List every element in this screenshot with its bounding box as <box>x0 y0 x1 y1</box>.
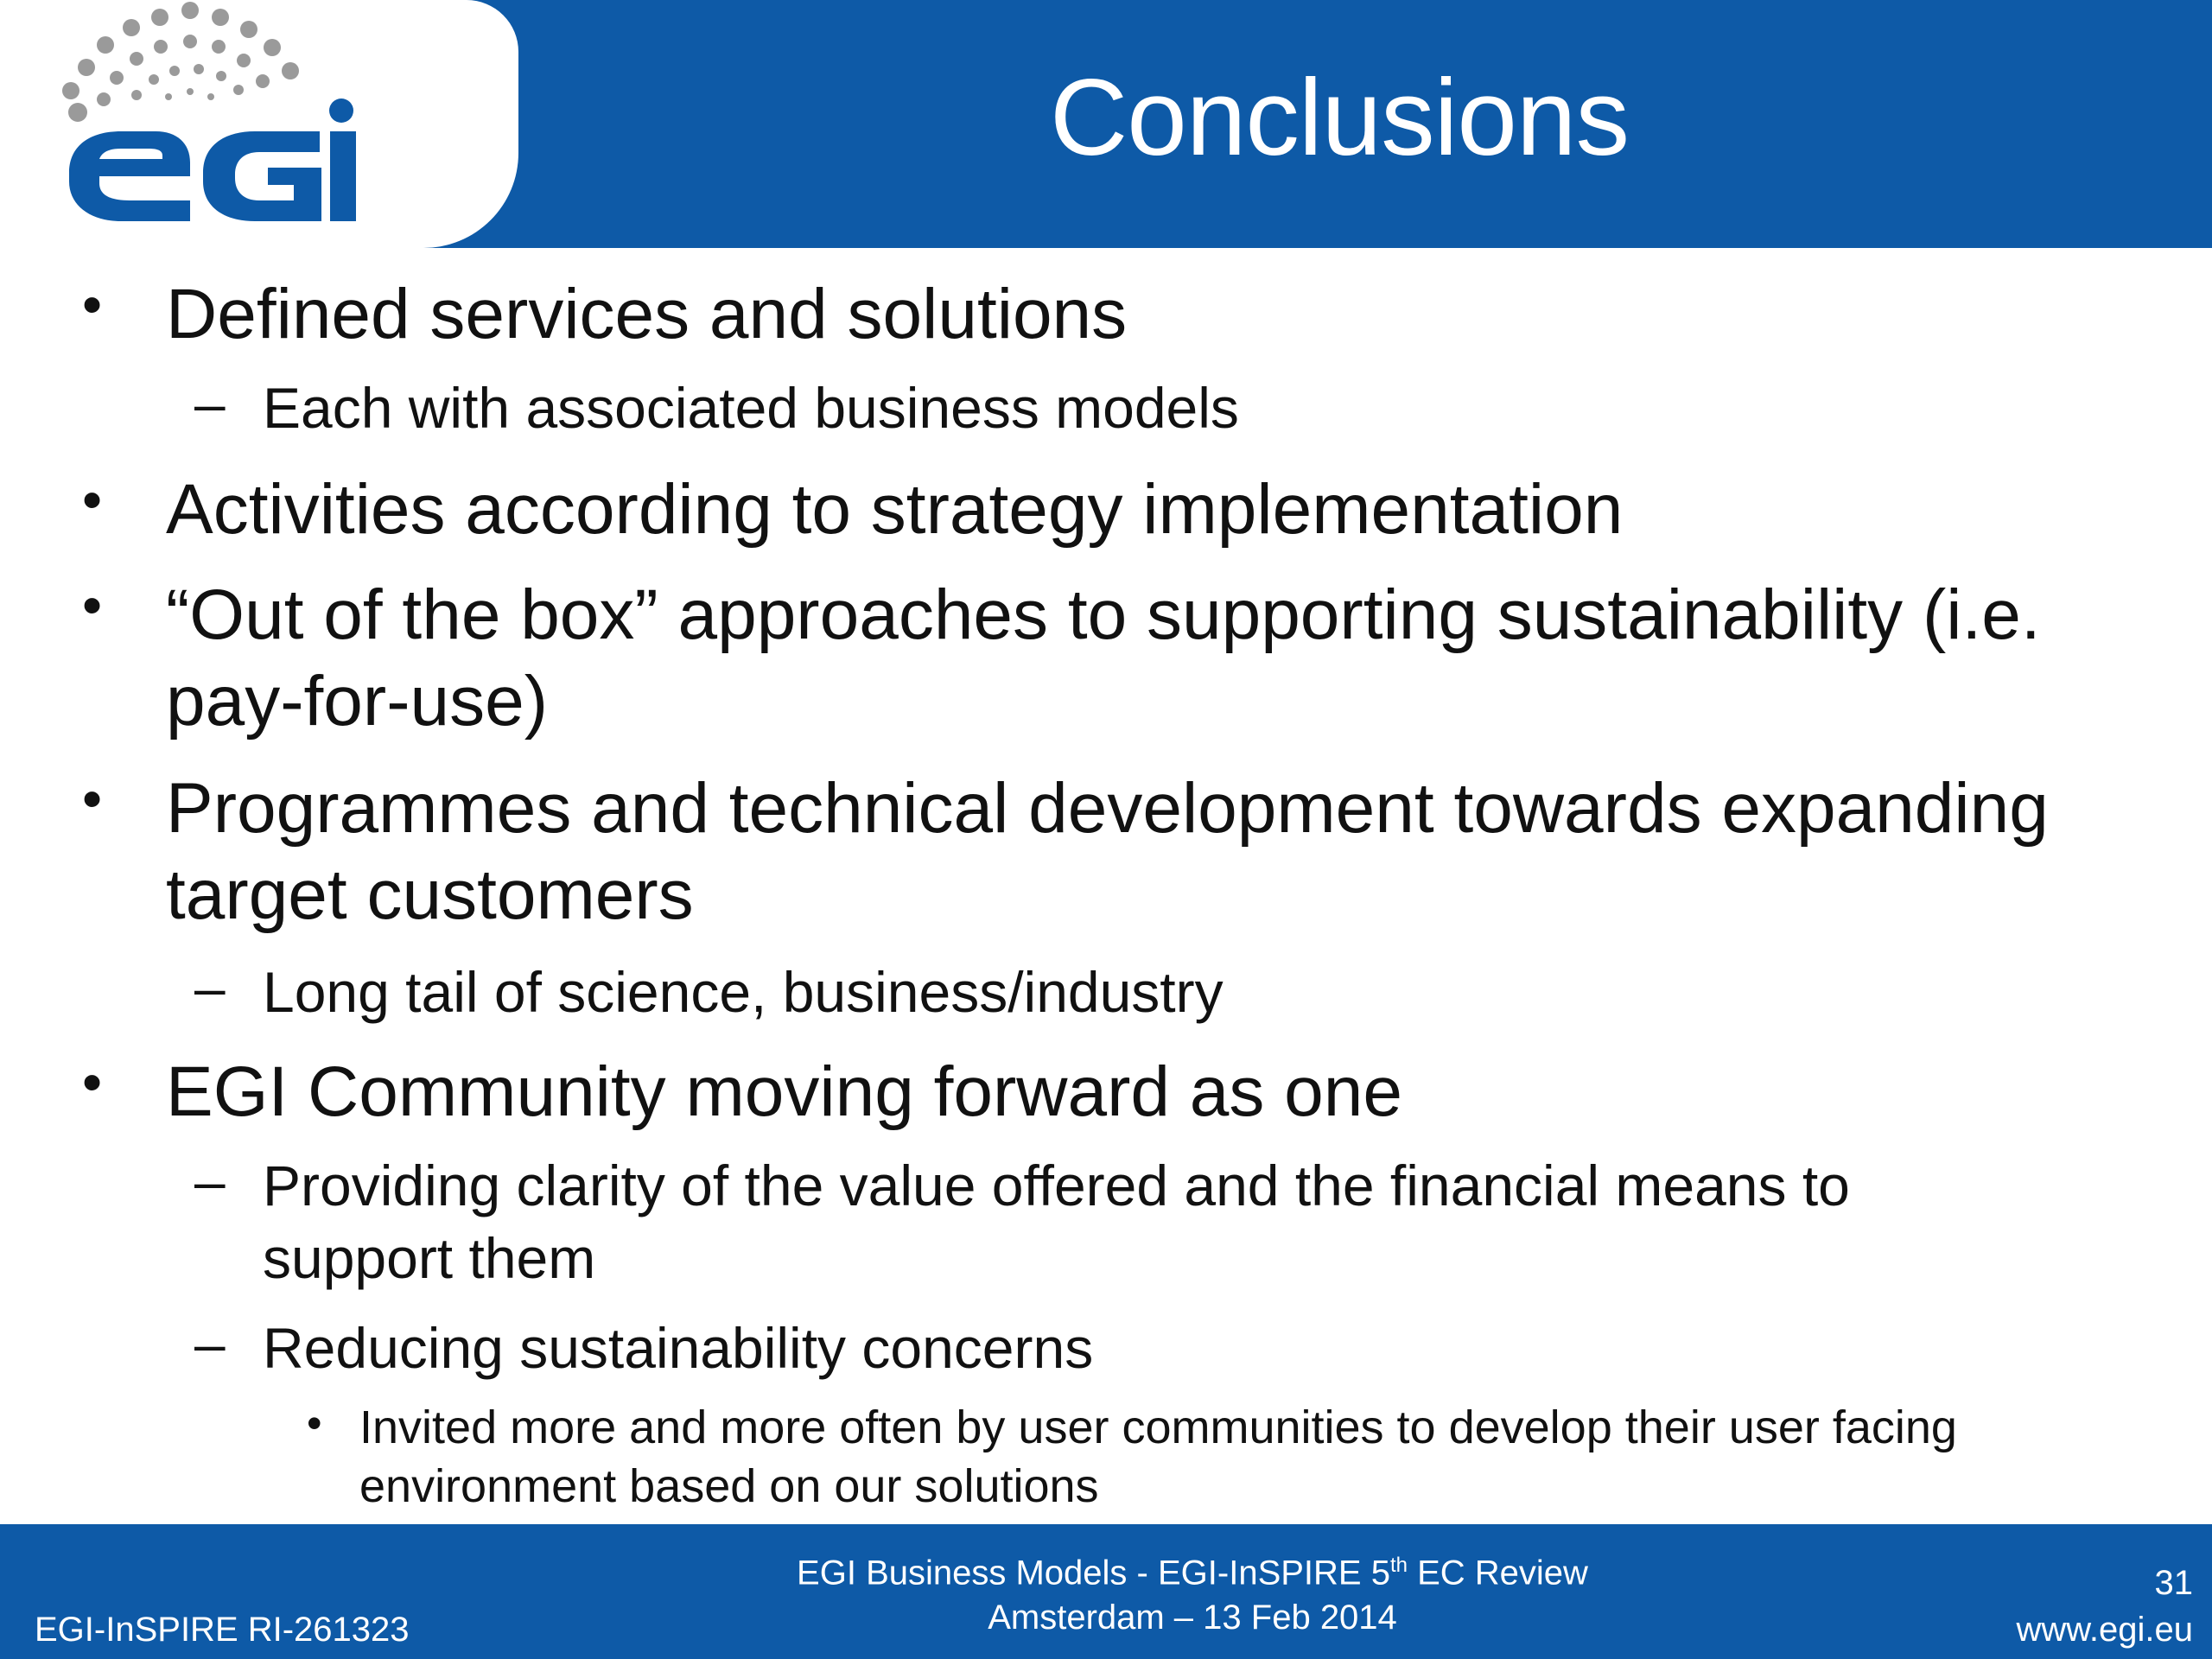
dash-marker: – <box>194 1313 226 1375</box>
bullet-text: Activities according to strategy implementation <box>166 470 1624 549</box>
footer-event <box>674 1543 1711 1640</box>
sub-sub-bullet-text: Invited more and more often by user communities to develop their user facing environment based on our solutions <box>359 1402 1957 1512</box>
dash-marker: – <box>194 957 226 1019</box>
logo-panel <box>0 0 518 248</box>
footer-event-line1-suffix: EC Review <box>1407 1554 1588 1592</box>
egi-logo <box>52 0 380 233</box>
footer-event-line2: Amsterdam – 13 Feb 2014 <box>988 1599 1397 1637</box>
bullet-text: “Out of the box” approaches to supporting sustainability (i.e. pay-for-use) <box>166 575 2041 741</box>
footer-project-id: EGI-InSPIRE RI-261323 <box>35 1611 410 1649</box>
slide-title: Conclusions <box>1050 58 1629 178</box>
bullet-text: EGI Community moving forward as one <box>166 1052 1402 1131</box>
sub-bullet-text: Reducing sustainability concerns <box>263 1316 1094 1380</box>
bullet-marker: • <box>82 467 103 531</box>
small-bullet-marker: • <box>307 1399 322 1447</box>
sub-bullet-text: Long tail of science, business/industry <box>263 960 1224 1024</box>
logo-i-dot <box>329 99 353 123</box>
footer-event-superscript: th <box>1389 1554 1408 1577</box>
bullet-text: Defined services and solutions <box>166 275 1128 353</box>
dash-marker: – <box>194 372 226 435</box>
sub-bullet-text: Providing clarity of the value offered and the financial means to support them <box>263 1154 1850 1290</box>
sub-bullet-text: Each with associated business models <box>263 376 1239 440</box>
footer-url: www.egi.eu <box>2016 1611 2193 1649</box>
bullet-marker: • <box>82 573 103 637</box>
dash-marker: – <box>194 1150 226 1212</box>
page-number: 31 <box>2154 1564 2193 1602</box>
logo-letters <box>69 131 356 221</box>
footer-event-line1-text: EGI Business Models - EGI-InSPIRE 5 <box>797 1554 1390 1592</box>
footer-event-line1 <box>674 1543 1711 1595</box>
bullet-marker: • <box>82 272 103 336</box>
bullet-text: Programmes and technical development towards expanding target customers <box>166 769 2049 934</box>
footer-bar <box>0 1524 2212 1659</box>
bullet-marker: • <box>82 1050 103 1114</box>
bullet-marker: • <box>82 766 103 830</box>
logo-dots-arc <box>62 2 299 122</box>
